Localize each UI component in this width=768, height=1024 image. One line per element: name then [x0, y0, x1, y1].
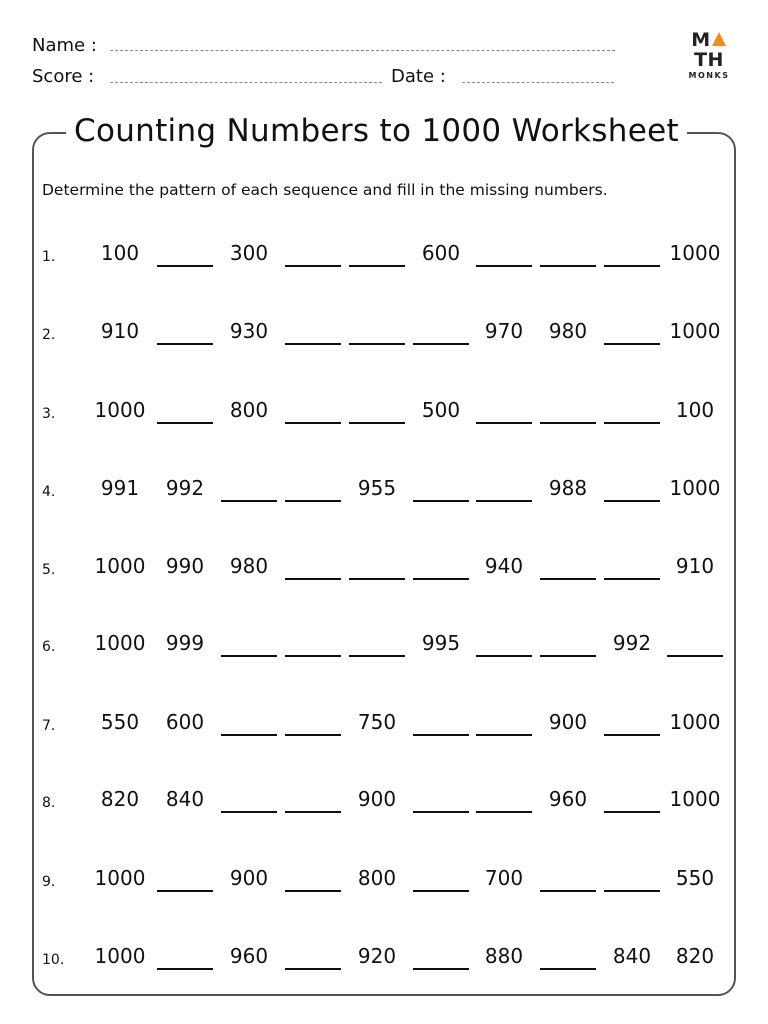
answer-blank[interactable] [476, 500, 532, 502]
score-label: Score : [32, 66, 95, 87]
sequence-number: 700 [484, 866, 524, 890]
sequence-number: 880 [484, 944, 524, 968]
sequence-number: 1000 [94, 631, 146, 655]
name-label: Name : [32, 35, 97, 56]
sequence-number: 1000 [94, 554, 146, 578]
sequence-number: 940 [484, 554, 524, 578]
problem-row [0, 865, 768, 905]
problem-row [0, 630, 768, 670]
answer-blank[interactable] [476, 265, 532, 267]
date-field[interactable] [462, 82, 614, 83]
math-monks-logo [677, 30, 741, 80]
answer-blank[interactable] [604, 734, 660, 736]
answer-blank[interactable] [413, 500, 469, 502]
sequence-number: 840 [612, 944, 652, 968]
sequence-number: 1000 [669, 476, 721, 500]
sequence-number: 960 [229, 944, 269, 968]
sequence-number: 1000 [669, 710, 721, 734]
date-label: Date : [391, 66, 446, 87]
sequence-number: 800 [357, 866, 397, 890]
sequence-number: 999 [165, 631, 205, 655]
sequence-number: 980 [548, 319, 588, 343]
problem-number: 10. [42, 952, 65, 968]
sequence-number: 100 [675, 398, 715, 422]
sequence-number: 600 [165, 710, 205, 734]
answer-blank[interactable] [540, 655, 596, 657]
sequence-number: 991 [100, 476, 140, 500]
sequence-number: 1000 [94, 866, 146, 890]
sequence-number: 750 [357, 710, 397, 734]
problem-number: 2. [42, 327, 56, 343]
sequence-number: 910 [675, 554, 715, 578]
answer-blank[interactable] [349, 265, 405, 267]
sequence-number: 550 [675, 866, 715, 890]
sequence-number: 930 [229, 319, 269, 343]
sequence-number: 820 [100, 787, 140, 811]
answer-blank[interactable] [413, 811, 469, 813]
answer-blank[interactable] [349, 655, 405, 657]
problem-number: 9. [42, 874, 56, 890]
sequence-number: 840 [165, 787, 205, 811]
answer-blank[interactable] [413, 890, 469, 892]
sequence-number: 970 [484, 319, 524, 343]
answer-blank[interactable] [604, 890, 660, 892]
sequence-number: 992 [165, 476, 205, 500]
sequence-number: 980 [229, 554, 269, 578]
answer-blank[interactable] [285, 734, 341, 736]
problem-number: 7. [42, 718, 56, 734]
problem-number: 5. [42, 562, 56, 578]
answer-blank[interactable] [413, 968, 469, 970]
problem-row [0, 475, 768, 515]
sequence-number: 900 [548, 710, 588, 734]
sequence-number: 600 [421, 241, 461, 265]
triangle-a-icon [712, 32, 726, 46]
sequence-number: 920 [357, 944, 397, 968]
answer-blank[interactable] [285, 968, 341, 970]
sequence-number: 995 [421, 631, 461, 655]
problem-row [0, 553, 768, 593]
sequence-number: 1000 [669, 319, 721, 343]
answer-blank[interactable] [476, 811, 532, 813]
answer-blank[interactable] [285, 890, 341, 892]
answer-blank[interactable] [540, 578, 596, 580]
sequence-number: 1000 [94, 944, 146, 968]
answer-blank[interactable] [413, 734, 469, 736]
sequence-number: 100 [100, 241, 140, 265]
sequence-number: 500 [421, 398, 461, 422]
sequence-number: 1000 [94, 398, 146, 422]
sequence-number: 1000 [669, 787, 721, 811]
answer-blank[interactable] [157, 343, 213, 345]
answer-blank[interactable] [349, 578, 405, 580]
sequence-number: 300 [229, 241, 269, 265]
problem-number: 8. [42, 795, 56, 811]
answer-blank[interactable] [285, 343, 341, 345]
problem-number: 3. [42, 406, 56, 422]
sequence-number: 988 [548, 476, 588, 500]
answer-blank[interactable] [157, 890, 213, 892]
sequence-number: 900 [229, 866, 269, 890]
answer-blank[interactable] [221, 811, 277, 813]
sequence-number: 550 [100, 710, 140, 734]
problem-number: 1. [42, 249, 56, 265]
answer-blank[interactable] [285, 811, 341, 813]
answer-blank[interactable] [285, 655, 341, 657]
sequence-number: 900 [357, 787, 397, 811]
answer-blank[interactable] [604, 265, 660, 267]
answer-blank[interactable] [157, 968, 213, 970]
problem-row [0, 318, 768, 358]
sequence-number: 910 [100, 319, 140, 343]
problem-row [0, 786, 768, 826]
problem-row [0, 709, 768, 749]
sequence-number: 820 [675, 944, 715, 968]
sequence-number: 955 [357, 476, 397, 500]
answer-blank[interactable] [221, 655, 277, 657]
answer-blank[interactable] [604, 578, 660, 580]
answer-blank[interactable] [476, 734, 532, 736]
answer-blank[interactable] [221, 734, 277, 736]
answer-blank[interactable] [285, 578, 341, 580]
worksheet-title: Counting Numbers to 1000 Worksheet [66, 113, 687, 149]
answer-blank[interactable] [413, 343, 469, 345]
logo-subtext: MONKS [688, 71, 730, 80]
answer-blank[interactable] [540, 422, 596, 424]
problem-row [0, 943, 768, 983]
answer-blank[interactable] [157, 422, 213, 424]
problem-row [0, 397, 768, 437]
sequence-number: 800 [229, 398, 269, 422]
answer-blank[interactable] [285, 500, 341, 502]
answer-blank[interactable] [413, 578, 469, 580]
problem-row [0, 240, 768, 280]
answer-blank[interactable] [540, 265, 596, 267]
sequence-number: 1000 [669, 241, 721, 265]
answer-blank[interactable] [540, 890, 596, 892]
answer-blank[interactable] [285, 422, 341, 424]
logo-wordmark: MTH [691, 29, 724, 71]
instructions: Determine the pattern of each sequence and fill in the missing numbers. [42, 181, 608, 199]
answer-blank[interactable] [221, 500, 277, 502]
sequence-number: 990 [165, 554, 205, 578]
answer-blank[interactable] [349, 422, 405, 424]
answer-blank[interactable] [604, 422, 660, 424]
answer-blank[interactable] [604, 500, 660, 502]
name-field[interactable] [110, 50, 615, 51]
problem-number: 6. [42, 639, 56, 655]
answer-blank[interactable] [476, 655, 532, 657]
answer-blank[interactable] [667, 655, 723, 657]
answer-blank[interactable] [285, 265, 341, 267]
problem-number: 4. [42, 484, 56, 500]
sequence-number: 960 [548, 787, 588, 811]
answer-blank[interactable] [540, 968, 596, 970]
sequence-number: 992 [612, 631, 652, 655]
answer-blank[interactable] [476, 422, 532, 424]
answer-blank[interactable] [349, 343, 405, 345]
answer-blank[interactable] [604, 811, 660, 813]
score-field[interactable] [110, 82, 382, 83]
answer-blank[interactable] [157, 265, 213, 267]
answer-blank[interactable] [604, 343, 660, 345]
